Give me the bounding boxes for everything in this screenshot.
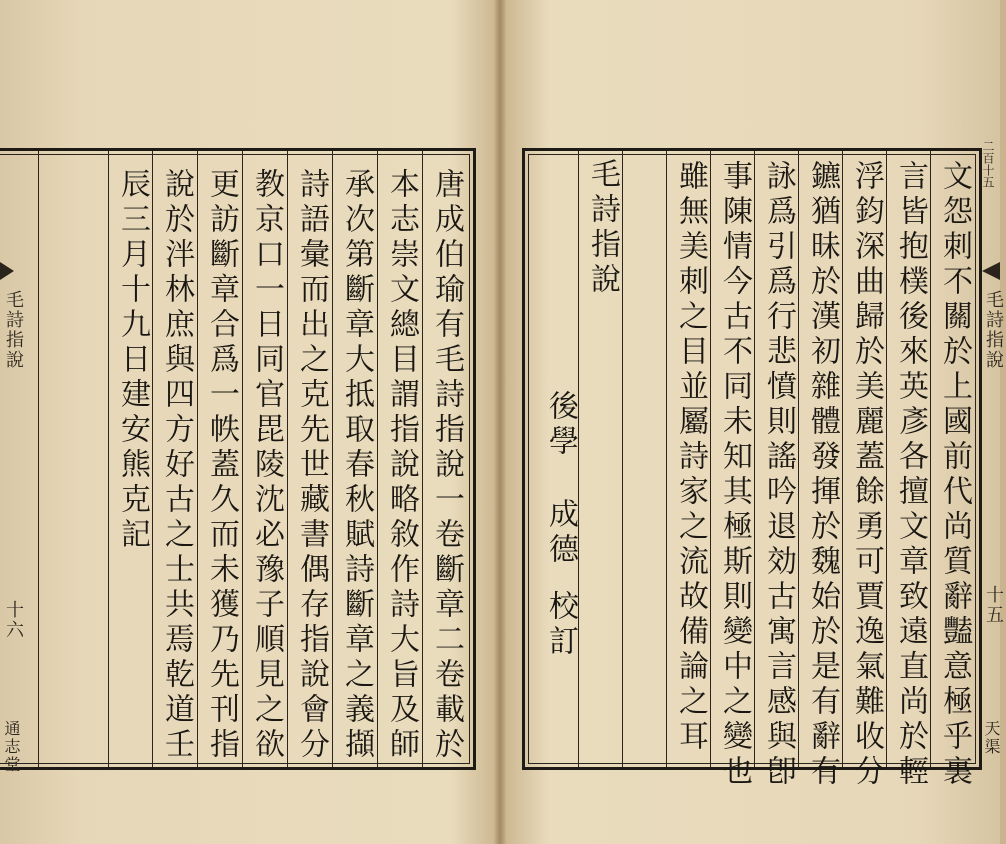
right-text-column: 鑣猶昧於漢初雜體發揮於魏始於是有辭有 bbox=[805, 160, 840, 790]
right-text-column: 浮鈞深曲歸於美麗蓋餘勇可賈逸氣難收分 bbox=[849, 160, 884, 790]
left-text-column: 辰三月十九日建安熊克記 bbox=[115, 168, 150, 553]
left-edge-folio: 十六 bbox=[3, 600, 24, 640]
right-text-column: 詠爲引爲行悲憤則謠吟退効古寓言感與卽 bbox=[761, 160, 796, 790]
left-rule bbox=[108, 151, 109, 767]
left-text-column: 詩語彙而出之克先世藏書偶存指說會分 bbox=[294, 168, 329, 763]
right-text-column: 雖無美刺之目並屬詩家之流故備論之耳 bbox=[673, 160, 708, 755]
left-edge-publisher: 通志堂 bbox=[2, 720, 21, 774]
right-fish-tail-mark bbox=[982, 262, 1000, 280]
proofread-verb: 校訂 bbox=[543, 590, 578, 660]
left-text-column: 說於泮林庶與四方好古之士共焉乾道壬 bbox=[159, 168, 194, 763]
right-text-column: 言皆抱樸後來英彥各擅文章致遠直尚於輕 bbox=[893, 160, 928, 790]
right-edge-folio: 十五 bbox=[983, 585, 1004, 625]
book-title: 毛詩指說 bbox=[585, 158, 620, 298]
left-text-column: 教京口一日同官毘陵沈必豫子順見之欲 bbox=[249, 168, 284, 763]
left-edge-title: 毛詩指說 bbox=[3, 290, 24, 370]
right-text-column: 文怨刺不關於上國前代尚質辭豔意極乎裏 bbox=[937, 160, 972, 790]
right-text-column: 事陳情今古不同未知其極斯則變中之變也 bbox=[717, 160, 752, 790]
gutter bbox=[494, 0, 506, 844]
left-rule bbox=[38, 151, 39, 767]
right-corner-note: 二百十五 bbox=[981, 140, 995, 188]
left-text-column: 本志崇文總目謂指說略敘作詩大旨及師 bbox=[384, 168, 419, 763]
left-text-column: 更訪斷章合爲一帙蓋久而未獲乃先刊指 bbox=[204, 168, 239, 763]
proofreader-name: 成德 bbox=[543, 498, 578, 568]
right-rule bbox=[666, 151, 667, 767]
left-text-column: 唐成伯瑜有毛詩指說一卷斷章二卷載於 bbox=[429, 168, 464, 763]
left-text-column: 承次第斷章大抵取春秋賦詩斷章之義擷 bbox=[339, 168, 374, 763]
right-edge-publisher: 天渠 bbox=[982, 720, 1001, 756]
right-edge-title: 毛詩指說 bbox=[983, 290, 1004, 370]
proofreader-label: 後學 bbox=[543, 390, 578, 460]
